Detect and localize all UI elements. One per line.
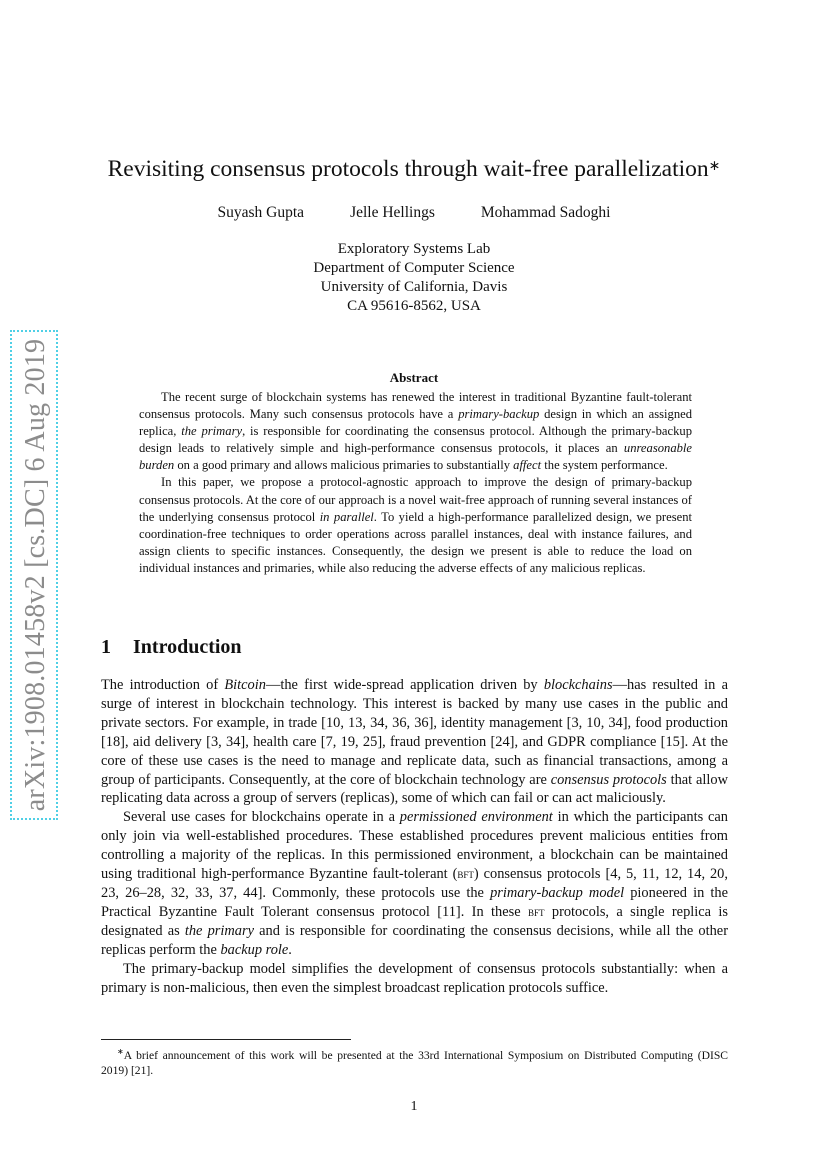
emphasis: primary-backup model: [490, 884, 625, 901]
author-name: Jelle Hellings: [350, 204, 435, 221]
affiliation-block: [100, 240, 728, 316]
text-run: In this paper, we propose a protocol-agnostic approach to improve the design of primary-backup consensus protocols. At the core of our approach is a novel wait-free approach of running several instances of the underlying consensus protocol: [139, 475, 692, 524]
text-run: Several use cases for blockchains operate in a: [123, 809, 400, 826]
abstract-heading: Abstract: [389, 370, 439, 385]
text-run: ) consensus protocols [4, 5, 11, 12, 14, 20, 23, 26–28, 32, 33, 37, 44]. Commonly, these protocols use the: [101, 866, 728, 901]
acronym: bft: [527, 903, 545, 919]
footnote: [101, 1044, 728, 1079]
arxiv-identifier-stamp[interactable]: arXiv:1908.01458v2 [cs.DC] 6 Aug 2019: [10, 330, 58, 820]
emphasis: backup role: [220, 941, 289, 958]
text-run: pioneered in the Practical Byzantine Fault Tolerant consensus protocol [11]. In these: [101, 884, 729, 920]
emphasis: permissioned environment: [399, 809, 553, 826]
body-paragraph: The primary-backup model simplifies the development of consensus protocols substantially: when a primary is non-malicious, then even the simplest broadcast replication protocols suffice.: [101, 960, 728, 996]
author-name: Mohammad Sadoghi: [480, 204, 611, 221]
text-run: . To yield a high-performance parallelized design, we present coordination-free techniques to order operations across parallel instances, deal with instance failures, and assign clients to specific instances. Consequently, the design we present is able to reduce the load on individual instances and primaries, while also reducing the adverse effects of any malicious replicas.: [139, 509, 693, 575]
section-number: 1: [101, 636, 111, 658]
text-run: in which the participants can only join via well-established procedures. These established procedures prevent malicious entities from controlling a majority of the replicas. In this permissioned environment, a blockchain can be maintained using traditional high-performance Byzantine fault-tolerant (: [101, 809, 728, 883]
abstract-paragraph: [139, 389, 692, 474]
affiliation-line: University of California, Davis: [320, 279, 508, 295]
section-heading: [101, 636, 242, 659]
text-run: The introduction of: [101, 677, 225, 693]
abstract-paragraph: [139, 474, 692, 577]
text-run: protocols, a single replica is designated as: [101, 903, 729, 939]
footnote-paragraph: [101, 1044, 728, 1079]
introduction-body: [101, 676, 728, 997]
emphasis: consensus protocols: [550, 771, 667, 788]
text-run: the system performance.: [541, 458, 668, 473]
text-run: The recent surge of blockchain systems has renewed the interest in traditional Byzantine fault-tolerant consensus protocols. Many such consensus protocols have a: [139, 390, 692, 422]
emphasis: the primary: [181, 424, 243, 439]
author-list: [100, 204, 728, 222]
text-run: .: [288, 941, 292, 958]
text-run: design in which an assigned replica,: [139, 407, 693, 439]
text-run: on a good primary and allows malicious primaries to substantially: [174, 458, 514, 473]
page-number: 1: [410, 1099, 418, 1114]
paper-title: [60, 154, 768, 184]
emphasis: the primary: [184, 922, 254, 939]
abstract-body: [139, 389, 692, 577]
text-run: that allow replicating data across a group of servers (replicas), some of which can fail or can act maliciously.: [101, 771, 728, 807]
emphasis: unreasonable burden: [139, 441, 692, 473]
body-paragraph: [101, 808, 728, 959]
emphasis: blockchains: [543, 677, 613, 693]
emphasis: affect: [513, 458, 542, 473]
footnote-mark: ∗: [117, 1047, 124, 1056]
text-run: —the first wide-spread application driven by: [265, 677, 544, 693]
footnote-rule: [101, 1039, 351, 1040]
body-paragraph: [101, 676, 728, 808]
footnote-text: A brief announcement of this work will be presented at the 33rd International Symposium on Distributed Computing (DISC 2019) [21].: [101, 1048, 728, 1078]
author-name: Suyash Gupta: [217, 204, 305, 221]
text-run: —has resulted in a surge of interest in blockchain technology. This interest is backed by many use cases in the public and private sectors. For example, in trade [10, 13, 34, 36, 36], identity management [3, 10, 34], food production [18], aid delivery [3, 34], health care [7, 19, 25], fraud prevention [24], and GDPR compliance [15]. At the core of these use cases is the need to manage and replicate data, such as financial transactions, among a group of participants. Consequently, at the core of blockchain technology are: [101, 677, 728, 788]
affiliation-line: CA 95616-8562, USA: [347, 298, 481, 314]
affiliation-line: Department of Computer Science: [313, 260, 515, 276]
emphasis: Bitcoin: [224, 677, 266, 693]
title-text: Revisiting consensus protocols through wait-free parallelization: [107, 156, 709, 182]
acronym: bft: [457, 866, 474, 882]
emphasis: in parallel: [319, 509, 374, 524]
affiliation-line: Exploratory Systems Lab: [337, 241, 491, 257]
section-title: Introduction: [133, 636, 242, 658]
emphasis: primary-backup: [458, 407, 540, 422]
text-run: and is responsible for coordinating the consensus decisions, while all the other replicas perform the: [101, 922, 728, 958]
title-footnote-mark[interactable]: ∗: [708, 159, 721, 174]
text-run: , is responsible for coordinating the consensus protocol. Although the primary-backup design leads to relatively simple and high-performance consensus protocols, it places an: [139, 424, 692, 456]
